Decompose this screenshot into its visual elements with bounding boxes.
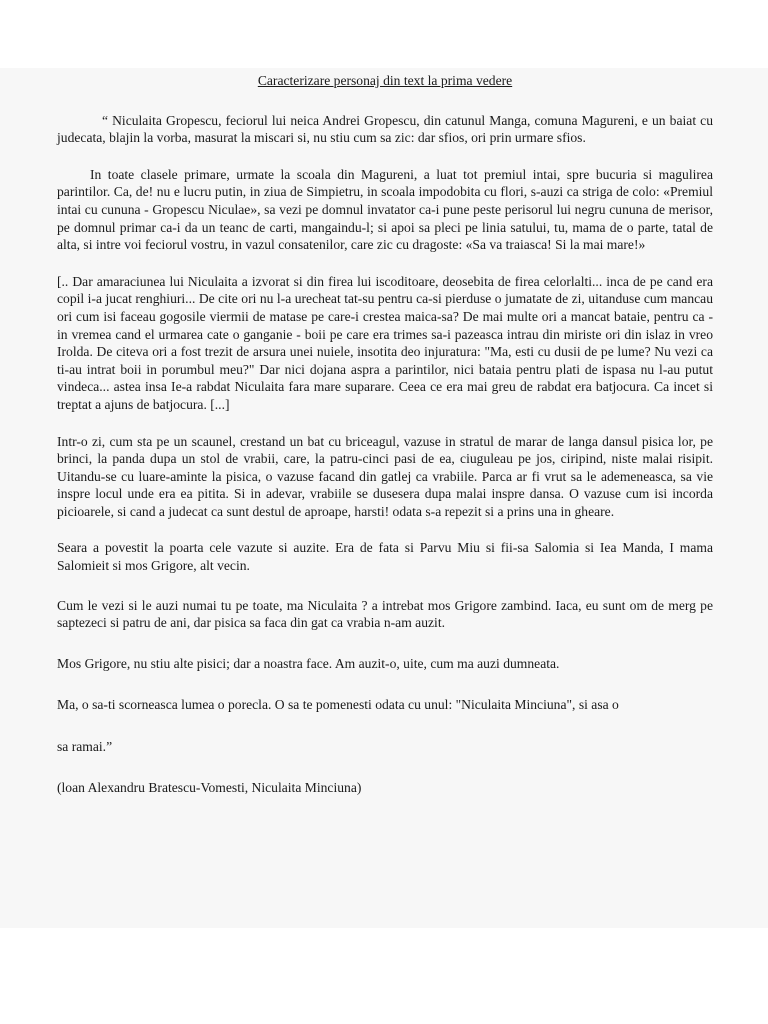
paragraph-grigore-question: Cum le vezi si le auzi numai tu pe toate, ma Niculaita ? a intrebat mos Grigore zambind. Iaca, eu sunt om de merg pe saptezeci si patru de ani, dar pisica sa faca din gat ca vrabia n-am auzit. — [57, 597, 713, 631]
paragraph-nickname: Ma, o sa-ti scorneasca lumea o porecla. O sa te pomenesti odata cu unul: "Niculaita Minciuna", si asa o — [57, 697, 619, 713]
paragraph-cat: Intr-o zi, cum sta pe un scaunel, crestand un bat cu briceagul, vazuse in stratul de marar de langa dansul pisica lor, pe brinci, la panda dupa un stol de vrabii, care, la patru-cinci pasi de ea, ciuguleau pe jos, ciripind, niste malai risipit. Uitandu-se cu luare-aminte la pisica, o vazuse facand din gatlej ca vrabiile. Parca ar fi vrut sa le ademeneasca, sa vie inspre locul unde era ea pitita. Si in adevar, vrabiile se dusesera dupa malai inspre dansa. O vazuse cum isi incorda picioarele, si cand a judecat ca sunt destul de aproape, harsti! odata s-a repezit si a prins una in gheare. — [57, 433, 713, 519]
document-title: Caracterizare personaj din text la prima vedere — [257, 73, 513, 88]
paragraph-niculaita-answer: Mos Grigore, nu stiu alte pisici; dar a noastra face. Am auzit-o, uite, cum ma auzi dumneata. — [57, 655, 560, 671]
source-citation: (loan Alexandru Bratescu-Vomesti, Niculaita Minciuna) — [57, 779, 362, 795]
paragraph-evening: Seara a povestit la poarta cele vazute si auzite. Era de fata si Parvu Miu si fii-sa Salomia si Iea Manda, I mama Salomieit si mos Grigore, alt vecin. — [57, 540, 713, 574]
paragraph-ending: sa ramai.” — [57, 739, 113, 755]
paragraph-bitterness: [.. Dar amaraciunea lui Niculaita a izvorat si din firea lui iscoditoare, deosebita de firea celorlalti... inca de pe cand era copil i-a jucat renghiuri... De cite ori nu l-a urecheat tat-su pentru ca-si pierduse o jumatate de zi, uitanduse cum mancau ori cum isi faceau gogosile viermii de matase pe care-i crestea maica-sa? De mai multe ori a mancat bataie, pentru ca - in vremea cand el urmarea cate o ganganie - boii pe care era trimes sa-i pazeasca intrau din miriste ori din islaz in vreo Irolda. De citeva ori a fost trezit de arsura unei nuiele, insotita deo injuratura: "Ma, esti cu dusii de pe lume? Nu vezi ca ti-au intrat boii in porumbul meu?" Dar nici dojana aspra a parintilor, nici bataia pentru plati de ispasa nu l-au putut vindeca... astea insa Ie-a rabdat Niculaita fara mare suparare. Ceea ce era mai greu de rabdat era batjocura. Ca incet si treptat a ajuns de batjocura. [...] — [57, 273, 713, 412]
paragraph-intro: “ Niculaita Gropescu, feciorul lui neica Andrei Gropescu, din catunul Manga, comuna Magureni, e un baiat cu judecata, blajin la vorba, masurat la miscari si, nu stiu cum sa zic: dar sfios, ori prin urmare sfios. — [57, 112, 713, 146]
document-body — [57, 72, 713, 819]
paragraph-school: In toate clasele primare, urmate la scoala din Magureni, a luat tot premiul intai, spre bucuria si magulirea parintilor. Ca, de! nu e lucru putin, in ziua de Simpietru, in scoala impodobita cu flori, s-auzi ca striga de colo: «Premiul intai cu cununa - Gropescu Niculae», sa vezi pe domnul invatator ca-i pune peste perisorul lui negru cununa de merisor, pe domnul primar ca-i da un teanc de carti, mangaindu-l; si apoi sa pleci pe linia satului, tu, mama de o parte, tatal de alta, si intre voi feciorul vostru, in vazul consatenilor, care zic cu dragoste: «Sa va traiasca! Si la mai mare!» — [57, 166, 713, 253]
